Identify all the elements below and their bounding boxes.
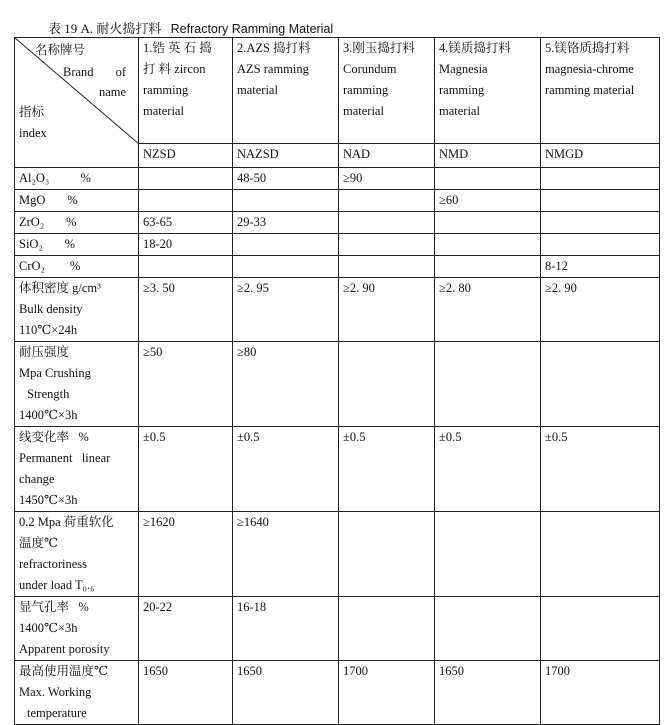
table-row-zro2 bbox=[15, 212, 660, 234]
table-cell: 1700 bbox=[541, 661, 660, 725]
table-cell bbox=[339, 597, 435, 661]
column-code-2: NAZSD bbox=[233, 144, 339, 168]
caption-zh: 表 19 A. 耐火捣打料 bbox=[48, 21, 162, 36]
brand-index-header-cell bbox=[15, 38, 139, 168]
table-cell: 29-33 bbox=[233, 212, 339, 234]
brand-label-en: Brand of bbox=[63, 65, 126, 79]
index-label-en: index bbox=[19, 126, 47, 140]
column-header-1: 1.锆 英 石 捣 打 料 zircon ramming material bbox=[139, 38, 233, 144]
caption-en: Refractory Ramming Material bbox=[170, 22, 334, 36]
row-label: 线变化率 % Permanent linear change 1450℃×3h bbox=[15, 427, 139, 512]
brand-label-zh: 名称牌号 bbox=[35, 43, 86, 57]
table-cell bbox=[339, 234, 435, 256]
table-cell bbox=[435, 212, 541, 234]
table-cell: ±0.5 bbox=[139, 427, 233, 512]
table-cell: 48-50 bbox=[233, 168, 339, 190]
table-cell bbox=[541, 190, 660, 212]
table-cell bbox=[541, 512, 660, 597]
table-cell bbox=[139, 190, 233, 212]
column-header-3: 3.刚玉捣打料 Corundum ramming material bbox=[339, 38, 435, 144]
table-row-bulk-density bbox=[15, 278, 660, 342]
table-cell: ≥1640 bbox=[233, 512, 339, 597]
table-cell: ±0.5 bbox=[435, 427, 541, 512]
table-row-refractoriness-under-load bbox=[15, 512, 660, 597]
table-cell: ≥3. 50 bbox=[139, 278, 233, 342]
table-row-sio2 bbox=[15, 234, 660, 256]
table-cell: ≥80 bbox=[233, 342, 339, 427]
table-cell: ±0.5 bbox=[339, 427, 435, 512]
table-cell: 1650 bbox=[139, 661, 233, 725]
column-code-3: NAD bbox=[339, 144, 435, 168]
table-cell bbox=[541, 234, 660, 256]
table-cell bbox=[233, 190, 339, 212]
table-cell bbox=[233, 234, 339, 256]
table-row-al2o3 bbox=[15, 168, 660, 190]
table-cell bbox=[435, 168, 541, 190]
table-cell bbox=[541, 342, 660, 427]
row-label: MgO % bbox=[15, 190, 139, 212]
header-row bbox=[15, 38, 660, 144]
table-cell: 18-20 bbox=[139, 234, 233, 256]
table-cell: ±0.5 bbox=[541, 427, 660, 512]
ramming-material-table bbox=[14, 37, 660, 725]
table-cell: 1650 bbox=[233, 661, 339, 725]
table-cell: ≥1620 bbox=[139, 512, 233, 597]
table-cell: ≥2. 95 bbox=[233, 278, 339, 342]
table-cell: ≥2. 80 bbox=[435, 278, 541, 342]
column-code-4: NMD bbox=[435, 144, 541, 168]
table-cell bbox=[541, 168, 660, 190]
brand-label-name: name bbox=[99, 85, 127, 99]
table-cell bbox=[233, 256, 339, 278]
table-row-max-working-temperature bbox=[15, 661, 660, 725]
index-label-zh: 指标 bbox=[19, 105, 45, 119]
table-cell: ≥50 bbox=[139, 342, 233, 427]
table-row-crushing-strength bbox=[15, 342, 660, 427]
table-cell bbox=[541, 212, 660, 234]
table-cell bbox=[435, 342, 541, 427]
table-cell: ±0.5 bbox=[233, 427, 339, 512]
row-label: 耐压强度 Mpa Crushing Strength 1400℃×3h bbox=[15, 342, 139, 427]
table-row-mgo bbox=[15, 190, 660, 212]
table-cell bbox=[435, 256, 541, 278]
table-cell bbox=[139, 168, 233, 190]
table-cell: 1650 bbox=[435, 661, 541, 725]
row-label: Al₂O₃ % bbox=[15, 168, 139, 190]
table-cell bbox=[339, 190, 435, 212]
table-row-cro2 bbox=[15, 256, 660, 278]
table-cell bbox=[541, 597, 660, 661]
table-cell: 1700 bbox=[339, 661, 435, 725]
table-cell: 63-65 bbox=[139, 212, 233, 234]
table-cell bbox=[339, 256, 435, 278]
table-row-apparent-porosity bbox=[15, 597, 660, 661]
table-caption bbox=[48, 18, 333, 37]
table-cell: 20-22 bbox=[139, 597, 233, 661]
row-label: 最高使用温度℃ Max. Working temperature bbox=[15, 661, 139, 725]
column-code-5: NMGD bbox=[541, 144, 660, 168]
table-cell bbox=[435, 597, 541, 661]
table-cell: ≥2. 90 bbox=[541, 278, 660, 342]
table-cell bbox=[435, 234, 541, 256]
table-cell: ≥2. 90 bbox=[339, 278, 435, 342]
table-cell: 16-18 bbox=[233, 597, 339, 661]
table-cell bbox=[339, 212, 435, 234]
row-label: 体积密度 g/cm³ Bulk density 110℃×24h bbox=[15, 278, 139, 342]
column-header-5: 5.镁铬质捣打料 magnesia-chrome ramming material bbox=[541, 38, 660, 144]
table-cell: 8-12 bbox=[541, 256, 660, 278]
table-cell: ≥60 bbox=[435, 190, 541, 212]
row-label: SiO₂ % bbox=[15, 234, 139, 256]
table-row-linear-change bbox=[15, 427, 660, 512]
column-header-2: 2.AZS 捣打料 AZS ramming material bbox=[233, 38, 339, 144]
row-label: 0.2 Mpa 荷重软化 温度℃ refractoriness under load T₀.₆ bbox=[15, 512, 139, 597]
table-cell: ≥90 bbox=[339, 168, 435, 190]
row-label: CrO₂ % bbox=[15, 256, 139, 278]
table-cell bbox=[139, 256, 233, 278]
row-label: 显气孔率 % 1400℃×3h Apparent porosity bbox=[15, 597, 139, 661]
column-header-4: 4.镁质捣打料 Magnesia ramming material bbox=[435, 38, 541, 144]
table-cell bbox=[339, 342, 435, 427]
table-cell bbox=[435, 512, 541, 597]
row-label: ZrO₂ % bbox=[15, 212, 139, 234]
table-cell bbox=[339, 512, 435, 597]
column-code-1: NZSD bbox=[139, 144, 233, 168]
